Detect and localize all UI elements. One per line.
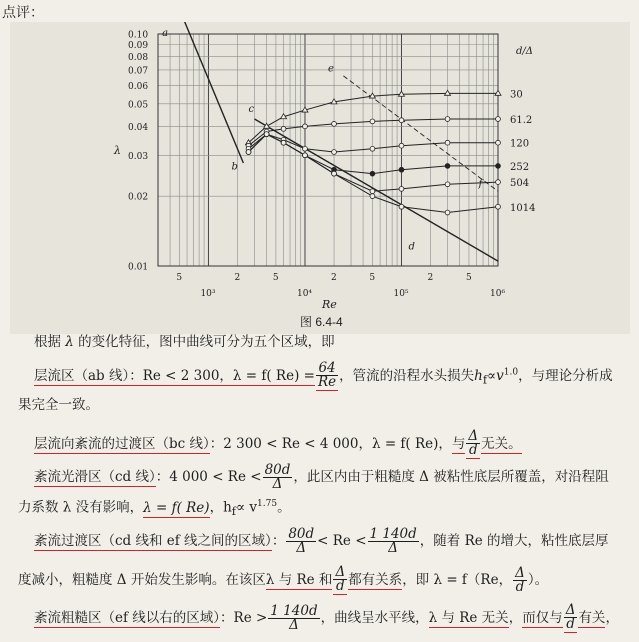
laminar-tail-exp: 1.0 bbox=[503, 367, 519, 378]
rt-cont-a: 度减小，粗糙度 Δ 开始发生影响。在该区 bbox=[18, 572, 266, 588]
smooth-frac-den: Δ bbox=[272, 476, 283, 492]
data-point bbox=[445, 140, 450, 145]
data-point bbox=[496, 140, 501, 145]
rt-frac3-num: Δ bbox=[335, 564, 346, 580]
rough-transition-zone-label: 紊流过渡区（cd 线和 ef 线之间的区域） bbox=[34, 533, 272, 549]
rt-cont-d: ，即 λ = f（Re， bbox=[402, 572, 513, 588]
point-label-d: d bbox=[408, 241, 415, 253]
intro-paragraph bbox=[34, 332, 335, 352]
rough-tail-b: λ 与 Re 无关 bbox=[428, 610, 509, 626]
transition-rel-a: 与 bbox=[451, 436, 466, 452]
data-point bbox=[370, 119, 375, 124]
y-tick-label: 0.05 bbox=[128, 100, 149, 111]
data-point bbox=[370, 194, 375, 199]
data-point bbox=[370, 146, 375, 151]
y-tick-label: 0.03 bbox=[128, 151, 149, 162]
figure-caption: 图 6.4-4 bbox=[300, 315, 343, 329]
smooth-cont-end: 。 bbox=[277, 499, 291, 516]
y-tick-label: 0.10 bbox=[128, 30, 149, 41]
legend-title: d/Δ bbox=[516, 46, 533, 57]
smooth-tail: ，此区内由于粗糙度 Δ 被粘性底层所覆盖，对沿程阻 bbox=[293, 469, 609, 485]
data-point bbox=[246, 150, 251, 155]
data-point bbox=[445, 90, 451, 95]
data-point bbox=[303, 146, 308, 151]
smooth-cont-exp: 1.75 bbox=[257, 499, 278, 509]
laminar-continuation: 果完全一致。 bbox=[18, 397, 99, 413]
laminar-frac-num: 64 bbox=[316, 362, 338, 376]
y-tick-label: 0.07 bbox=[128, 66, 149, 77]
rt-cont-e: ）。 bbox=[527, 572, 549, 588]
data-point bbox=[445, 210, 450, 215]
data-point bbox=[496, 180, 501, 185]
legend-entry-252: 252 bbox=[510, 161, 530, 173]
point-label-f: f bbox=[478, 178, 483, 190]
legend-entry-120: 120 bbox=[510, 138, 530, 150]
smooth-cont-h: ，h bbox=[209, 499, 232, 516]
rough-transition-fraction-1 bbox=[286, 528, 316, 555]
transition-zone-label: 层流向紊流的过渡区（bc 线） bbox=[34, 436, 210, 452]
smooth-zone-label: 紊流光滑区（cd 线） bbox=[34, 469, 156, 485]
transition-fraction bbox=[466, 430, 480, 459]
rt-frac1-num: 80d bbox=[288, 526, 315, 542]
intro-text-b: 的变化特征，图中曲线可分为五个区域，即 bbox=[78, 334, 335, 350]
rough-tail-d: 而仅与 bbox=[522, 610, 563, 626]
laminar-tail-sub: f bbox=[482, 373, 487, 387]
laminar-tail-v: v bbox=[496, 368, 504, 384]
rough-transition-colon: ： bbox=[271, 533, 286, 549]
data-point bbox=[332, 121, 337, 126]
laminar-tail-prop: ∝ bbox=[487, 368, 497, 384]
rough-zone-label: 紊流粗糙区（ef 线以右的区域） bbox=[34, 610, 221, 626]
x-axis-label: Re bbox=[322, 298, 337, 311]
point-label-b: b bbox=[231, 161, 238, 173]
rough-transition-fraction-3 bbox=[333, 566, 347, 595]
legend-entry-1014: 1014 bbox=[510, 202, 536, 214]
data-point bbox=[496, 117, 501, 122]
y-tick-label: 0.06 bbox=[128, 81, 149, 92]
smooth-frac-num: 80d bbox=[264, 462, 291, 478]
x-minor-tick-label: 2 bbox=[331, 273, 337, 283]
rough-paragraph bbox=[34, 604, 619, 633]
laminar-condition: ：Re < 2 300，λ = f( Re) = bbox=[129, 368, 315, 384]
rt-frac2-den: Δ bbox=[388, 540, 399, 556]
smooth-cont-v: ∝ v bbox=[235, 499, 258, 516]
rough-fraction bbox=[268, 605, 319, 632]
moody-chart bbox=[10, 22, 630, 334]
data-point bbox=[445, 182, 450, 187]
x-minor-tick-label: 5 bbox=[272, 273, 279, 283]
data-point bbox=[281, 140, 286, 145]
laminar-frac-den: Re bbox=[317, 374, 337, 390]
rough-transition-fraction-4 bbox=[513, 567, 527, 594]
page-heading: 点评： bbox=[2, 5, 44, 21]
point-label-a: a bbox=[162, 28, 169, 40]
reference-line-ab bbox=[170, 22, 243, 163]
y-tick-label: 0.04 bbox=[128, 122, 149, 133]
data-point bbox=[399, 143, 404, 148]
y-tick-label: 0.09 bbox=[128, 41, 149, 52]
rough-tail-a: ，曲线呈水平线， bbox=[320, 610, 429, 626]
data-point bbox=[495, 90, 501, 95]
smooth-condition: ：4 000 < Re < bbox=[155, 469, 262, 485]
rt-cont-c: 都有关系 bbox=[348, 572, 403, 588]
laminar-tail-g: ，与理论分析成 bbox=[518, 368, 613, 384]
smooth-paragraph bbox=[34, 464, 609, 491]
rough-frac-den: Δ bbox=[289, 617, 299, 633]
data-point bbox=[399, 167, 404, 172]
data-point bbox=[399, 186, 404, 191]
data-point bbox=[445, 164, 450, 169]
data-point bbox=[496, 164, 501, 169]
x-minor-tick-label: 2 bbox=[427, 273, 434, 283]
laminar-zone-label: 层流区（ab 线） bbox=[34, 368, 130, 384]
smooth-continuation bbox=[18, 494, 291, 522]
laminar-tail-a: ，管流的沿程水头损失 bbox=[339, 368, 475, 384]
data-point bbox=[264, 132, 269, 137]
intro-lambda: λ bbox=[65, 334, 74, 350]
data-point bbox=[370, 189, 375, 194]
transition-frac-num: Δ bbox=[468, 428, 479, 444]
rough-tail-c: ， bbox=[508, 610, 523, 626]
point-label-c: c bbox=[248, 104, 255, 116]
point-label-e: e bbox=[328, 63, 334, 75]
smooth-cont-a: 力系数 λ 没有影响， bbox=[18, 499, 144, 516]
smooth-fraction bbox=[263, 464, 293, 491]
smooth-cont-formula: λ = f( Re) bbox=[143, 499, 210, 516]
rough-transition-tail: ，随着 Re 的增大，粘性底层厚 bbox=[419, 533, 609, 549]
rough-frac-num: 1 140d bbox=[270, 603, 318, 619]
rt-frac4-num: Δ bbox=[515, 565, 525, 581]
reference-line-cd bbox=[255, 119, 498, 261]
rt-frac4-den: d bbox=[515, 579, 525, 595]
data-point bbox=[399, 118, 404, 123]
legend-entry-61.2: 61.2 bbox=[510, 115, 533, 127]
data-point bbox=[332, 171, 337, 176]
data-point bbox=[445, 117, 450, 122]
data-point bbox=[332, 150, 337, 155]
rt-cont-b: λ 与 Re 和 bbox=[265, 572, 333, 588]
rough-transition-paragraph bbox=[34, 528, 609, 555]
x-major-tick-label: 10⁶ bbox=[490, 289, 506, 299]
rt-frac1-den: Δ bbox=[296, 540, 307, 556]
laminar-paragraph bbox=[34, 362, 613, 391]
laminar-fraction bbox=[316, 362, 338, 391]
transition-paragraph bbox=[34, 430, 522, 459]
rt-frac2-num: 1 140d bbox=[369, 526, 417, 542]
y-tick-label: 0.01 bbox=[128, 262, 149, 273]
x-major-tick-label: 10³ bbox=[200, 289, 216, 299]
rough-condition: ：Re > bbox=[220, 610, 268, 626]
rough-frac2-den: d bbox=[566, 616, 575, 632]
x-minor-tick-label: 2 bbox=[234, 273, 241, 283]
transition-frac-den: d bbox=[468, 442, 478, 458]
transition-rel-b: 无关。 bbox=[481, 436, 522, 452]
data-point bbox=[370, 171, 375, 176]
data-point bbox=[303, 124, 308, 129]
x-minor-tick-label: 5 bbox=[176, 273, 183, 283]
smooth-cont-sub: f bbox=[231, 505, 236, 519]
x-major-tick-label: 10⁴ bbox=[296, 289, 313, 299]
data-point bbox=[399, 204, 404, 209]
legend-entry-30: 30 bbox=[510, 89, 523, 101]
laminar-tail-h: h bbox=[474, 368, 483, 384]
intro-text-a: 根据 bbox=[34, 334, 61, 350]
rt-frac3-den: d bbox=[335, 578, 345, 594]
rough-frac2-num: Δ bbox=[565, 602, 576, 618]
figure-panel bbox=[10, 22, 630, 334]
data-point bbox=[281, 126, 286, 131]
rough-fraction-2 bbox=[564, 604, 578, 633]
data-point bbox=[496, 204, 501, 209]
transition-condition: ：2 300 < Re < 4 000，λ = f( Re)， bbox=[209, 436, 452, 452]
y-axis-label: λ bbox=[114, 144, 121, 157]
x-major-tick-label: 10⁵ bbox=[393, 289, 409, 299]
x-minor-tick-label: 5 bbox=[369, 273, 376, 283]
rough-transition-continuation bbox=[18, 566, 548, 595]
rough-tail-e: 有关 bbox=[578, 610, 606, 626]
legend-entry-504: 504 bbox=[510, 178, 530, 190]
y-tick-label: 0.02 bbox=[128, 192, 149, 203]
data-point bbox=[303, 153, 308, 158]
y-tick-label: 0.08 bbox=[128, 52, 149, 63]
x-minor-tick-label: 5 bbox=[465, 273, 472, 283]
rough-tail-f: ， bbox=[605, 610, 619, 626]
rough-transition-lt: < Re < bbox=[317, 533, 367, 549]
rough-transition-fraction-2 bbox=[368, 528, 419, 555]
